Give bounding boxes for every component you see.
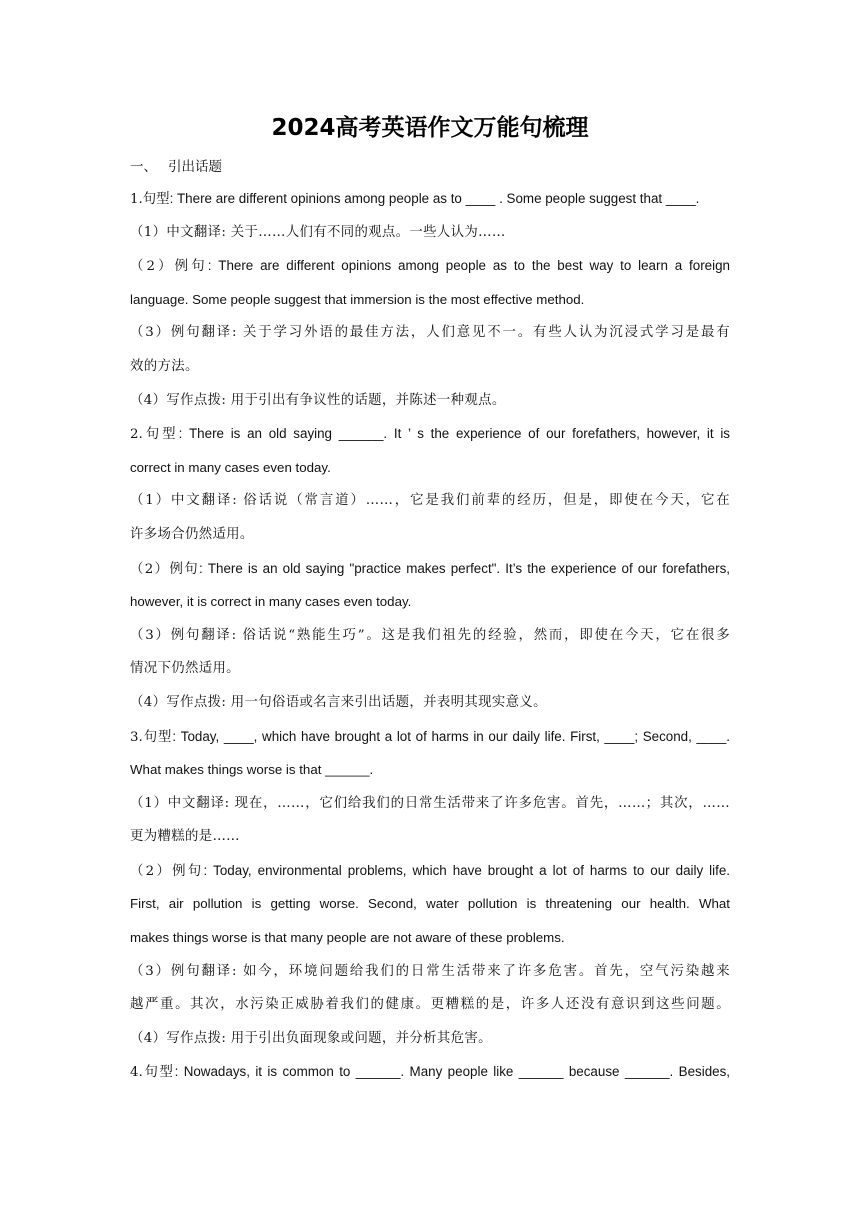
section-number: 一、 bbox=[130, 159, 157, 175]
text-line: （4）写作点拨: 用一句俗语或名言来引出话题，并表明其现实意义。 bbox=[130, 694, 547, 710]
line-text: : There is an old saying ______. It ’ s the experience of our forefathers, however, it is bbox=[178, 426, 730, 442]
text-line: correct in many cases even today. bbox=[130, 459, 331, 475]
line-text: : There are different opinions among people as to the best way to learn a foreign bbox=[207, 258, 730, 274]
text-line: First, air pollution is getting worse. Second, water pollution is threatening our health. What bbox=[130, 896, 730, 912]
document-body bbox=[130, 182, 730, 1089]
line-label: 2.句型 bbox=[130, 427, 179, 443]
text-line: 越严重。其次，水污染正威胁着我们的健康。更糟糕的是，许多人还没有意识到这些问题。 bbox=[130, 997, 730, 1013]
text-line: 更为糟糕的是…… bbox=[130, 829, 240, 845]
line-text: : Nowadays, it is common to ______. Many people like ______ because ______. Besides, bbox=[174, 1064, 730, 1080]
text-line: （1）中文翻译: 俗话说（常言道）……，它是我们前辈的经历，但是，即使在今天，它在 bbox=[130, 493, 730, 509]
line-label: （2）例句 bbox=[130, 259, 208, 275]
text-line bbox=[130, 854, 730, 888]
line-label: （2）例句 bbox=[130, 561, 199, 577]
text-line bbox=[130, 249, 730, 283]
document-title: 2024高考英语作文万能句梳理 bbox=[271, 115, 589, 141]
text-line bbox=[130, 1055, 730, 1089]
text-line bbox=[130, 720, 730, 754]
section-heading bbox=[130, 157, 222, 177]
text-line: 情况下仍然适用。 bbox=[130, 661, 240, 677]
text-line: （1）中文翻译: 关于……人们有不同的观点。一些人认为…… bbox=[130, 224, 506, 240]
text-line: （3）例句翻译: 关于学习外语的最佳方法，人们意见不一。有些人认为沉浸式学习是最有 bbox=[130, 325, 730, 341]
text-line bbox=[130, 417, 730, 451]
text-line: What makes things worse is that ______. bbox=[130, 762, 374, 778]
text-line: （3）例句翻译: 俗话说“熟能生巧”。这是我们祖先的经验，然而，即使在今天，它在很多 bbox=[130, 627, 730, 643]
section-label: 引出话题 bbox=[168, 159, 222, 175]
text-line: however, it is correct in many cases even today. bbox=[130, 594, 412, 610]
text-line: 许多场合仍然适用。 bbox=[130, 526, 254, 542]
text-line: （3）例句翻译: 如今，环境问题给我们的日常生活带来了许多危害。首先，空气污染越来 bbox=[130, 963, 730, 979]
text-line: language. Some people suggest that immersion is the most effective method. bbox=[130, 291, 585, 307]
line-label: 3.句型 bbox=[130, 729, 173, 745]
line-label: 4.句型 bbox=[130, 1065, 175, 1081]
text-line: （4）写作点拨: 用于引出负面现象或问题，并分析其危害。 bbox=[130, 1030, 492, 1046]
line-text: : There are different opinions among people as to ____ . Some people suggest that ____. bbox=[169, 191, 700, 206]
line-text: : There is an old saying "practice makes perfect". It’s the experience of our forefathers, bbox=[199, 560, 730, 576]
line-text: : Today, ____, which have brought a lot of harms in our daily life. First, ____; Second, ____. bbox=[172, 728, 730, 744]
line-label: （2）例句 bbox=[130, 863, 204, 879]
text-line: 效的方法。 bbox=[130, 358, 199, 374]
text-line bbox=[130, 182, 730, 216]
text-line: （4）写作点拨: 用于引出有争议性的话题，并陈述一种观点。 bbox=[130, 392, 506, 408]
text-line bbox=[130, 552, 730, 586]
line-label: 1.句型 bbox=[130, 192, 170, 207]
text-line: makes things worse is that many people are not aware of these problems. bbox=[130, 930, 565, 946]
line-text: : Today, environmental problems, which have brought a lot of harms to our daily life. bbox=[203, 862, 730, 878]
text-line: （1）中文翻译: 现在，……，它们给我们的日常生活带来了许多危害。首先，……；其次，…… bbox=[130, 795, 730, 811]
